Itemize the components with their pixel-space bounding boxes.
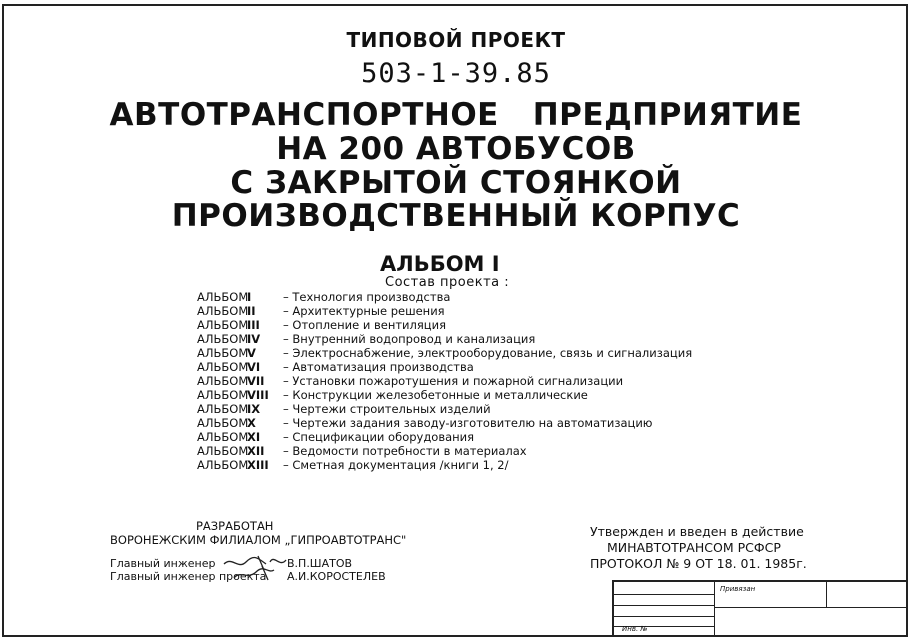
list-item: АЛЬБОМ XII – Ведомости потребности в материалах	[197, 444, 527, 458]
list-item: АЛЬБОМ VII – Установки пожаротушения и пожарной сигнализации	[197, 374, 624, 388]
project-code: 503-1-39.85	[361, 58, 551, 89]
list-item: АЛЬБОМ III – Отопление и вентиляция	[197, 318, 447, 332]
title-line-1: АВТОТРАНСПОРТНОЕ ПРЕДПРИЯТИЕ	[109, 97, 803, 133]
album-heading: АЛЬБОМ I	[380, 252, 500, 276]
title-line-2: НА 200 АВТОБУСОВ	[276, 131, 636, 167]
developer-line-2: ВОРОНЕЖСКИМ ФИЛИАЛОМ „ГИПРОАВТОТРАНС"	[110, 533, 407, 547]
project-engineer-role: Главный инженер проекта	[110, 570, 267, 583]
list-item: АЛЬБОМ IV – Внутренний водопровод и канализация	[197, 332, 536, 346]
signature-scribble	[222, 552, 288, 582]
approval-line-2: МИНАВТОТРАНСОМ РСФСР	[607, 540, 781, 555]
list-item: АЛЬБОМ VIII – Конструкции железобетонные и металлические	[197, 388, 588, 402]
list-item: АЛЬБОМ XI – Спецификации оборудования	[197, 430, 475, 444]
list-item: АЛЬБОМ II – Архитектурные решения	[197, 304, 445, 318]
list-item: АЛЬБОМ V – Электроснабжение, электрооборудование, связь и сигнализация	[197, 346, 693, 360]
composition-label: Состав проекта :	[385, 275, 510, 290]
list-item: АЛЬБОМ XIII – Сметная документация /книги 1, 2/	[197, 458, 509, 472]
title-line-4: ПРОИЗВОДСТВЕННЫЙ КОРПУС	[171, 198, 741, 234]
list-item: АЛЬБОМ X – Чертежи задания заводу-изготовителю на автоматизацию	[197, 416, 653, 430]
developer-line-1: РАЗРАБОТАН	[196, 519, 274, 533]
chief-engineer-role: Главный инженер	[110, 557, 216, 570]
list-item: АЛЬБОМ I – Технология производства	[197, 290, 451, 304]
chief-engineer-name: В.П.ШАТОВ	[287, 557, 353, 570]
approval-line-1: Утвержден и введен в действие	[590, 524, 804, 539]
album-list	[197, 290, 692, 472]
binding-label: Привязан	[720, 585, 756, 593]
project-type-label: ТИПОВОЙ ПРОЕКТ	[346, 28, 566, 52]
list-item: АЛЬБОМ IX – Чертежи строительных изделий	[197, 402, 491, 416]
title-block-stamp	[612, 580, 906, 635]
inventory-number-label: Инв. №	[622, 625, 648, 633]
list-item: АЛЬБОМ VI – Автоматизация производства	[197, 360, 474, 374]
title-line-3: С ЗАКРЫТОЙ СТОЯНКОЙ	[230, 165, 682, 201]
approval-line-3: ПРОТОКОЛ № 9 ОТ 18. 01. 1985г.	[590, 556, 807, 571]
project-engineer-name: А.И.КОРОСТЕЛЕВ	[287, 570, 386, 583]
